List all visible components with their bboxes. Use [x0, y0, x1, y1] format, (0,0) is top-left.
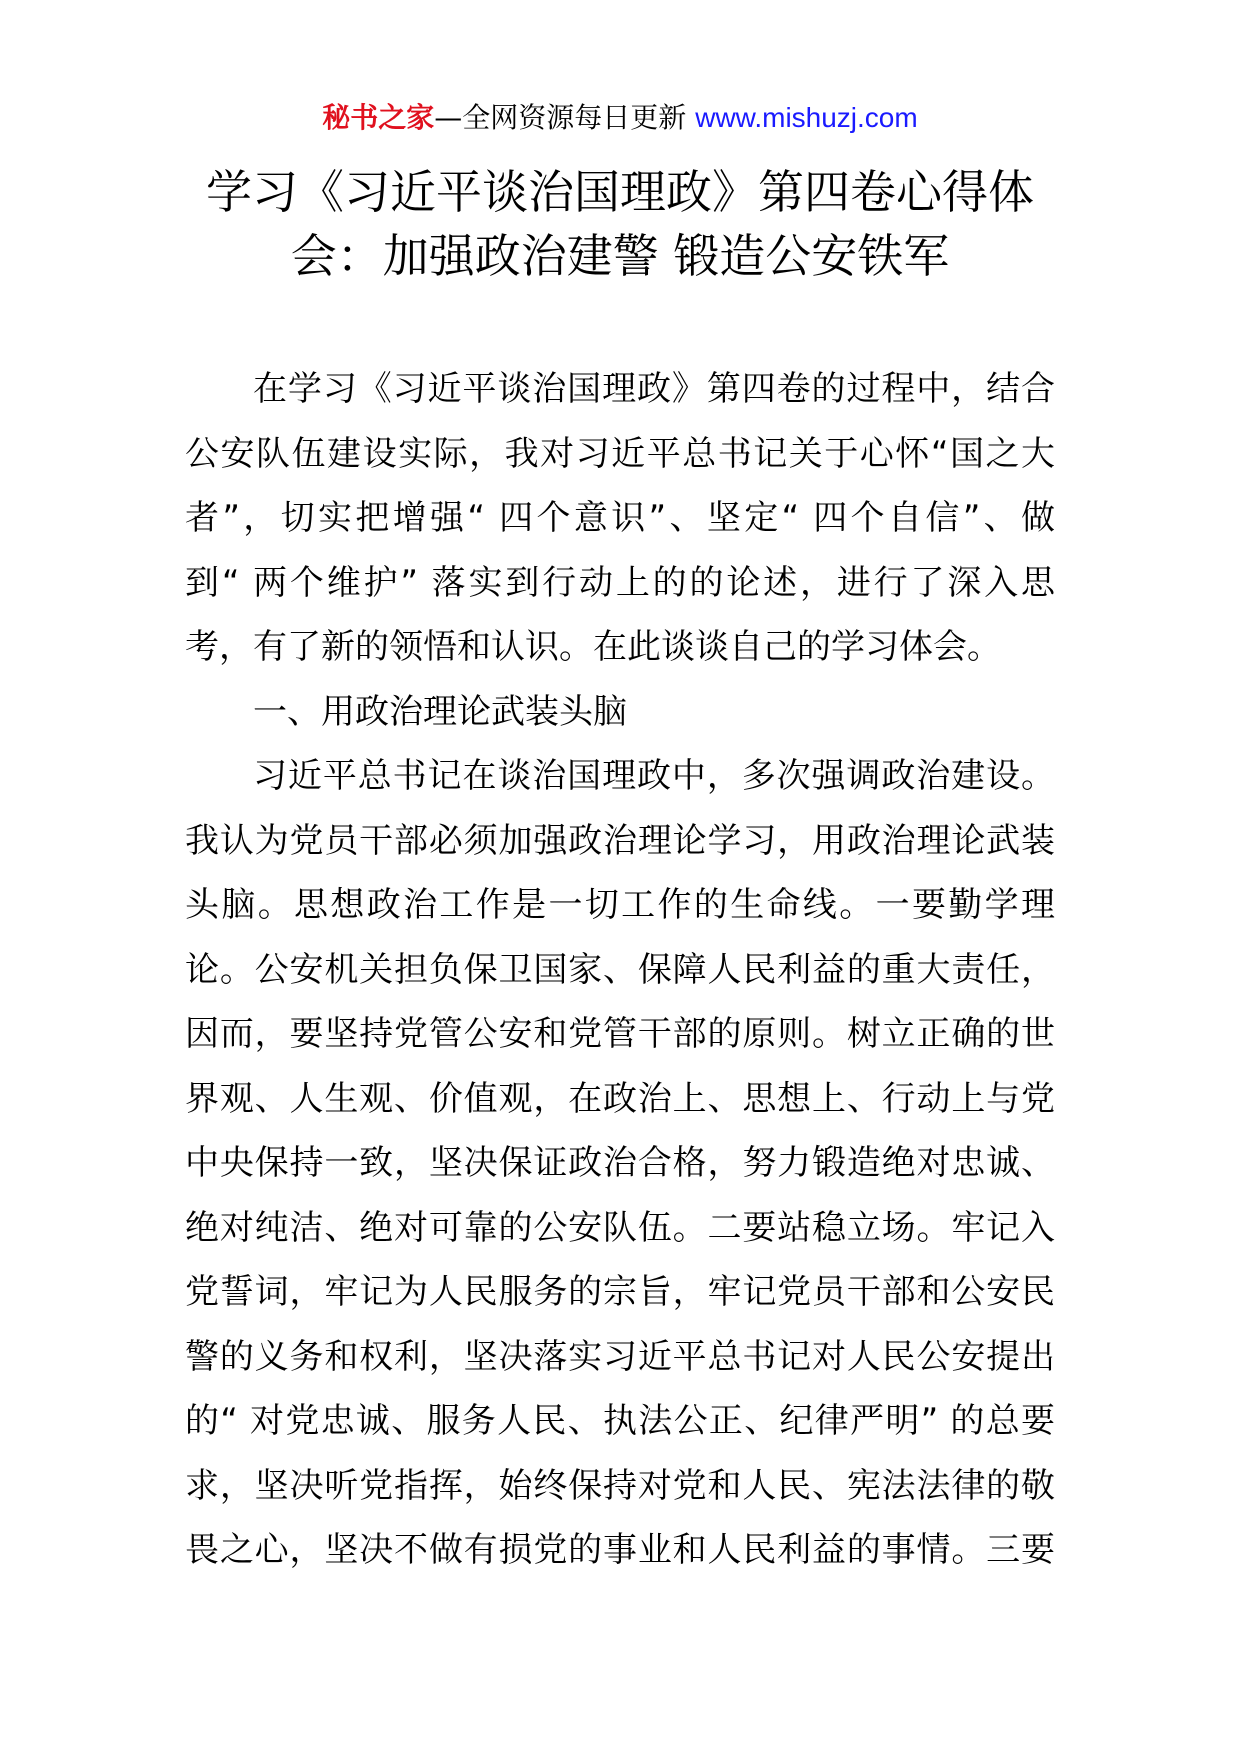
paragraph-line: 党誓词，牢记为人民服务的宗旨，牢记党员干部和公安民 [185, 1272, 1055, 1312]
header-slogan: —全网资源每日更新 [434, 101, 687, 134]
paragraph-line: 到“ 两个维护” 落实到行动上的的论述，进行了深入思 [185, 562, 1055, 603]
paragraph-line: 者”，切实把增强“ 四个意识”、坚定“ 四个自信”、做 [185, 498, 1055, 538]
section-heading: 一、用政治理论武装头脑 [253, 691, 627, 732]
title-line-1: 学习《习近平谈治国理政》第四卷心得体 [206, 165, 1034, 219]
paragraph-line: 公安队伍建设实际，我对习近平总书记关于心怀“国之大 [185, 433, 1055, 474]
paragraph-line: 论。公安机关担负保卫国家、保障人民利益的重大责任， [185, 949, 1055, 990]
paragraph-line: 求，坚决听党指挥，始终保持对党和人民、宪法法律的敬 [185, 1465, 1055, 1506]
site-url-link[interactable]: www.mishuzj.com [695, 102, 918, 133]
document-title [180, 160, 1060, 288]
paragraph-line: 在学习《习近平谈治国理政》第四卷的过程中，结合 [253, 369, 1055, 409]
document-body [185, 357, 1055, 1583]
paragraph-line: 界观、人生观、价值观，在政治上、思想上、行动上与党 [185, 1078, 1055, 1119]
paragraph-line: 绝对纯洁、绝对可靠的公安队伍。二要站稳立场。牢记入 [185, 1207, 1055, 1248]
site-header [0, 98, 1240, 138]
title-line-2: 会：加强政治建警 锻造公安铁军 [290, 229, 950, 283]
paragraph-line: 考，有了新的领悟和认识。在此谈谈自己的学习体会。 [185, 627, 1001, 667]
paragraph-line: 警的义务和权利，坚决落实习近平总书记对人民公安提出 [185, 1336, 1055, 1377]
paragraph-line: 我认为党员干部必须加强政治理论学习，用政治理论武装 [185, 820, 1055, 861]
paragraph-line: 畏之心，坚决不做有损党的事业和人民利益的事情。三要 [185, 1530, 1055, 1570]
paragraph-line: 习近平总书记在谈治国理政中，多次强调政治建设。 [253, 756, 1055, 796]
paragraph-line: 中央保持一致，坚决保证政治合格，努力锻造绝对忠诚、 [185, 1143, 1055, 1183]
paragraph-line: 的“ 对党忠诚、服务人民、执法公正、纪律严明” 的总要 [185, 1401, 1055, 1441]
brand-name: 秘书之家 [322, 101, 435, 134]
paragraph-line: 因而，要坚持党管公安和党管干部的原则。树立正确的世 [185, 1014, 1055, 1054]
paragraph-line: 头脑。思想政治工作是一切工作的生命线。一要勤学理 [185, 885, 1055, 925]
